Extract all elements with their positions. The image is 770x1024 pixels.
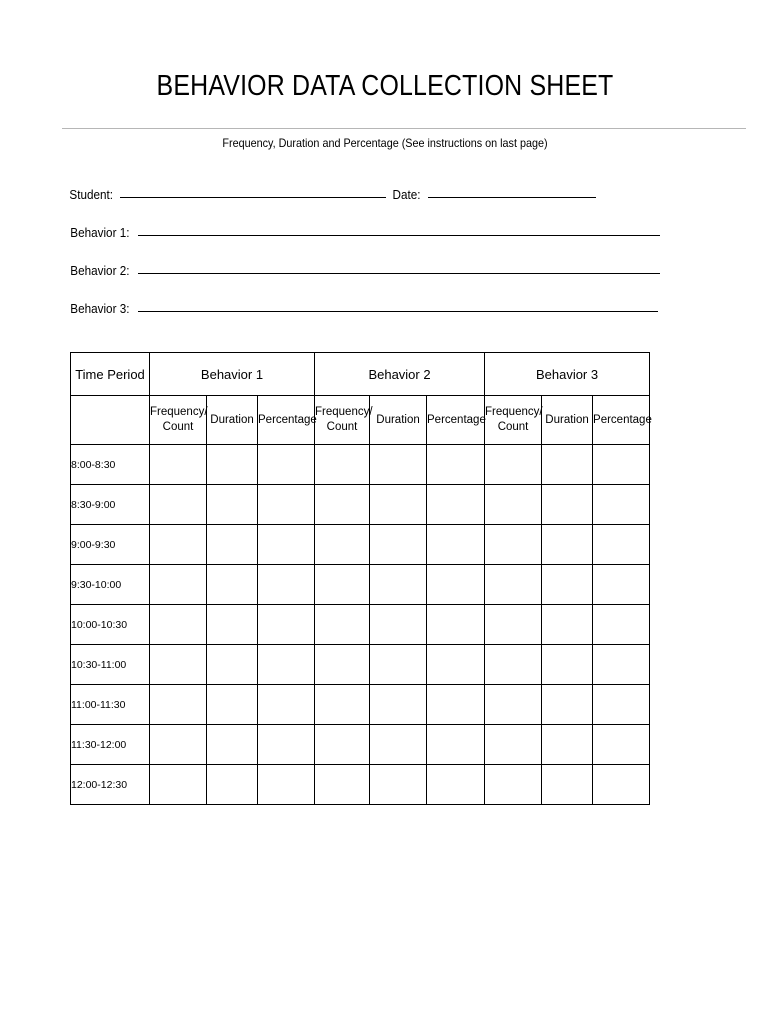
data-entry-cell[interactable] xyxy=(485,445,542,485)
behavior-data-table xyxy=(70,352,650,805)
data-entry-cell[interactable] xyxy=(593,765,650,805)
data-entry-cell[interactable] xyxy=(150,725,207,765)
data-entry-cell[interactable] xyxy=(485,645,542,685)
data-entry-cell[interactable] xyxy=(427,645,485,685)
data-entry-cell[interactable] xyxy=(542,445,593,485)
behavior-1-label: Behavior 1: xyxy=(70,225,130,240)
data-entry-cell[interactable] xyxy=(258,565,315,605)
data-entry-cell[interactable] xyxy=(370,765,427,805)
time-period-cell: 8:00-8:30 xyxy=(71,445,150,485)
data-entry-cell[interactable] xyxy=(542,725,593,765)
data-entry-cell[interactable] xyxy=(150,685,207,725)
data-entry-cell[interactable] xyxy=(150,605,207,645)
data-entry-cell[interactable] xyxy=(427,525,485,565)
data-entry-cell[interactable] xyxy=(258,525,315,565)
data-entry-cell[interactable] xyxy=(542,765,593,805)
header-b3-frequency-count: Frequency/ Count xyxy=(485,396,542,445)
header-b3-duration: Duration xyxy=(542,396,593,445)
data-entry-cell[interactable] xyxy=(150,765,207,805)
data-entry-cell[interactable] xyxy=(427,685,485,725)
behavior-3-row xyxy=(67,300,658,318)
time-period-cell: 10:30-11:00 xyxy=(71,645,150,685)
data-entry-cell[interactable] xyxy=(427,605,485,645)
data-entry-cell[interactable] xyxy=(258,725,315,765)
header-b1-duration: Duration xyxy=(207,396,258,445)
data-entry-cell[interactable] xyxy=(370,565,427,605)
header-group-behavior-3: Behavior 3 xyxy=(485,353,650,396)
table-row xyxy=(71,765,650,805)
time-period-cell: 11:30-12:00 xyxy=(71,725,150,765)
data-entry-cell[interactable] xyxy=(150,645,207,685)
data-entry-cell[interactable] xyxy=(258,685,315,725)
data-entry-cell[interactable] xyxy=(370,445,427,485)
table-header-row-groups xyxy=(71,353,650,396)
date-label: Date: xyxy=(392,187,421,202)
data-entry-cell[interactable] xyxy=(315,685,370,725)
time-period-cell: 8:30-9:00 xyxy=(71,485,150,525)
time-period-cell: 10:00-10:30 xyxy=(71,605,150,645)
header-b1-frequency-count: Frequency/ Count xyxy=(150,396,207,445)
data-entry-cell[interactable] xyxy=(258,645,315,685)
data-entry-cell[interactable] xyxy=(315,605,370,645)
header-group-behavior-1: Behavior 1 xyxy=(150,353,315,396)
data-entry-cell[interactable] xyxy=(207,525,258,565)
data-entry-cell[interactable] xyxy=(542,525,593,565)
data-entry-cell[interactable] xyxy=(485,565,542,605)
data-entry-cell[interactable] xyxy=(258,765,315,805)
data-entry-cell[interactable] xyxy=(258,445,315,485)
data-entry-cell[interactable] xyxy=(370,645,427,685)
data-entry-cell[interactable] xyxy=(370,685,427,725)
table-head xyxy=(71,353,650,445)
data-entry-cell[interactable] xyxy=(593,685,650,725)
data-entry-cell[interactable] xyxy=(315,565,370,605)
behavior-1-input-line[interactable] xyxy=(138,235,660,236)
data-entry-cell[interactable] xyxy=(485,685,542,725)
data-entry-cell[interactable] xyxy=(370,605,427,645)
data-entry-cell[interactable] xyxy=(150,525,207,565)
time-period-cell: 11:00-11:30 xyxy=(71,685,150,725)
data-entry-cell[interactable] xyxy=(485,725,542,765)
time-period-cell: 9:30-10:00 xyxy=(71,565,150,605)
data-entry-cell[interactable] xyxy=(542,485,593,525)
header-time-period: Time Period xyxy=(71,353,150,396)
table-row xyxy=(71,445,650,485)
data-entry-cell[interactable] xyxy=(593,525,650,565)
behavior-2-row xyxy=(67,262,660,280)
data-entry-cell[interactable] xyxy=(315,765,370,805)
data-entry-cell[interactable] xyxy=(427,445,485,485)
title-divider xyxy=(62,128,746,129)
header-b1-percentage: Percentage xyxy=(258,396,315,445)
data-entry-cell[interactable] xyxy=(427,485,485,525)
student-label: Student: xyxy=(69,187,114,202)
header-spacer xyxy=(71,396,150,445)
data-entry-cell[interactable] xyxy=(370,725,427,765)
header-b2-frequency-count: Frequency/ Count xyxy=(315,396,370,445)
data-entry-cell[interactable] xyxy=(315,645,370,685)
data-entry-cell[interactable] xyxy=(207,765,258,805)
data-entry-cell[interactable] xyxy=(485,605,542,645)
data-entry-cell[interactable] xyxy=(485,525,542,565)
data-entry-cell[interactable] xyxy=(207,485,258,525)
student-input-line[interactable] xyxy=(120,197,386,198)
table-row xyxy=(71,485,650,525)
data-entry-cell[interactable] xyxy=(427,565,485,605)
data-entry-cell[interactable] xyxy=(150,445,207,485)
table-row xyxy=(71,645,650,685)
table-row xyxy=(71,685,650,725)
data-entry-cell[interactable] xyxy=(207,565,258,605)
data-entry-cell[interactable] xyxy=(542,645,593,685)
data-entry-cell[interactable] xyxy=(207,605,258,645)
behavior-1-row xyxy=(67,224,660,242)
data-entry-cell[interactable] xyxy=(258,605,315,645)
table-row xyxy=(71,525,650,565)
table-body xyxy=(71,445,650,805)
data-entry-cell[interactable] xyxy=(542,685,593,725)
data-entry-cell[interactable] xyxy=(542,565,593,605)
header-group-behavior-2: Behavior 2 xyxy=(315,353,485,396)
table-row xyxy=(71,605,650,645)
header-b2-percentage: Percentage xyxy=(427,396,485,445)
data-entry-cell[interactable] xyxy=(427,765,485,805)
data-entry-cell[interactable] xyxy=(593,445,650,485)
behavior-data-table-wrapper xyxy=(70,352,652,805)
data-entry-cell[interactable] xyxy=(427,725,485,765)
table-row xyxy=(71,725,650,765)
data-entry-cell[interactable] xyxy=(315,485,370,525)
student-date-row xyxy=(67,186,596,204)
data-entry-cell[interactable] xyxy=(370,525,427,565)
data-entry-cell[interactable] xyxy=(370,485,427,525)
data-entry-cell[interactable] xyxy=(485,765,542,805)
date-input-line[interactable] xyxy=(428,197,596,198)
data-entry-cell[interactable] xyxy=(258,485,315,525)
data-entry-cell[interactable] xyxy=(542,605,593,645)
data-entry-cell[interactable] xyxy=(207,645,258,685)
behavior-2-input-line[interactable] xyxy=(138,273,660,274)
page-subtitle: Frequency, Duration and Percentage (See instructions on last page) xyxy=(222,136,548,150)
table-header-row-subcolumns xyxy=(71,396,650,445)
header-b3-percentage: Percentage xyxy=(593,396,650,445)
time-period-cell: 9:00-9:30 xyxy=(71,525,150,565)
page-title: BEHAVIOR DATA COLLECTION SHEET xyxy=(156,70,614,102)
data-entry-cell[interactable] xyxy=(150,485,207,525)
behavior-2-label: Behavior 2: xyxy=(70,263,130,278)
data-entry-cell[interactable] xyxy=(593,725,650,765)
data-entry-cell[interactable] xyxy=(207,725,258,765)
data-entry-cell[interactable] xyxy=(315,525,370,565)
table-row xyxy=(71,565,650,605)
data-entry-cell[interactable] xyxy=(207,445,258,485)
data-entry-cell[interactable] xyxy=(315,445,370,485)
behavior-3-label: Behavior 3: xyxy=(70,301,130,316)
data-entry-cell[interactable] xyxy=(150,565,207,605)
data-entry-cell[interactable] xyxy=(593,605,650,645)
data-entry-cell[interactable] xyxy=(485,485,542,525)
data-entry-cell[interactable] xyxy=(315,725,370,765)
data-entry-cell[interactable] xyxy=(593,485,650,525)
data-entry-cell[interactable] xyxy=(207,685,258,725)
data-entry-cell[interactable] xyxy=(593,645,650,685)
time-period-cell: 12:00-12:30 xyxy=(71,765,150,805)
data-entry-cell[interactable] xyxy=(593,565,650,605)
header-b2-duration: Duration xyxy=(370,396,427,445)
behavior-3-input-line[interactable] xyxy=(138,311,658,312)
